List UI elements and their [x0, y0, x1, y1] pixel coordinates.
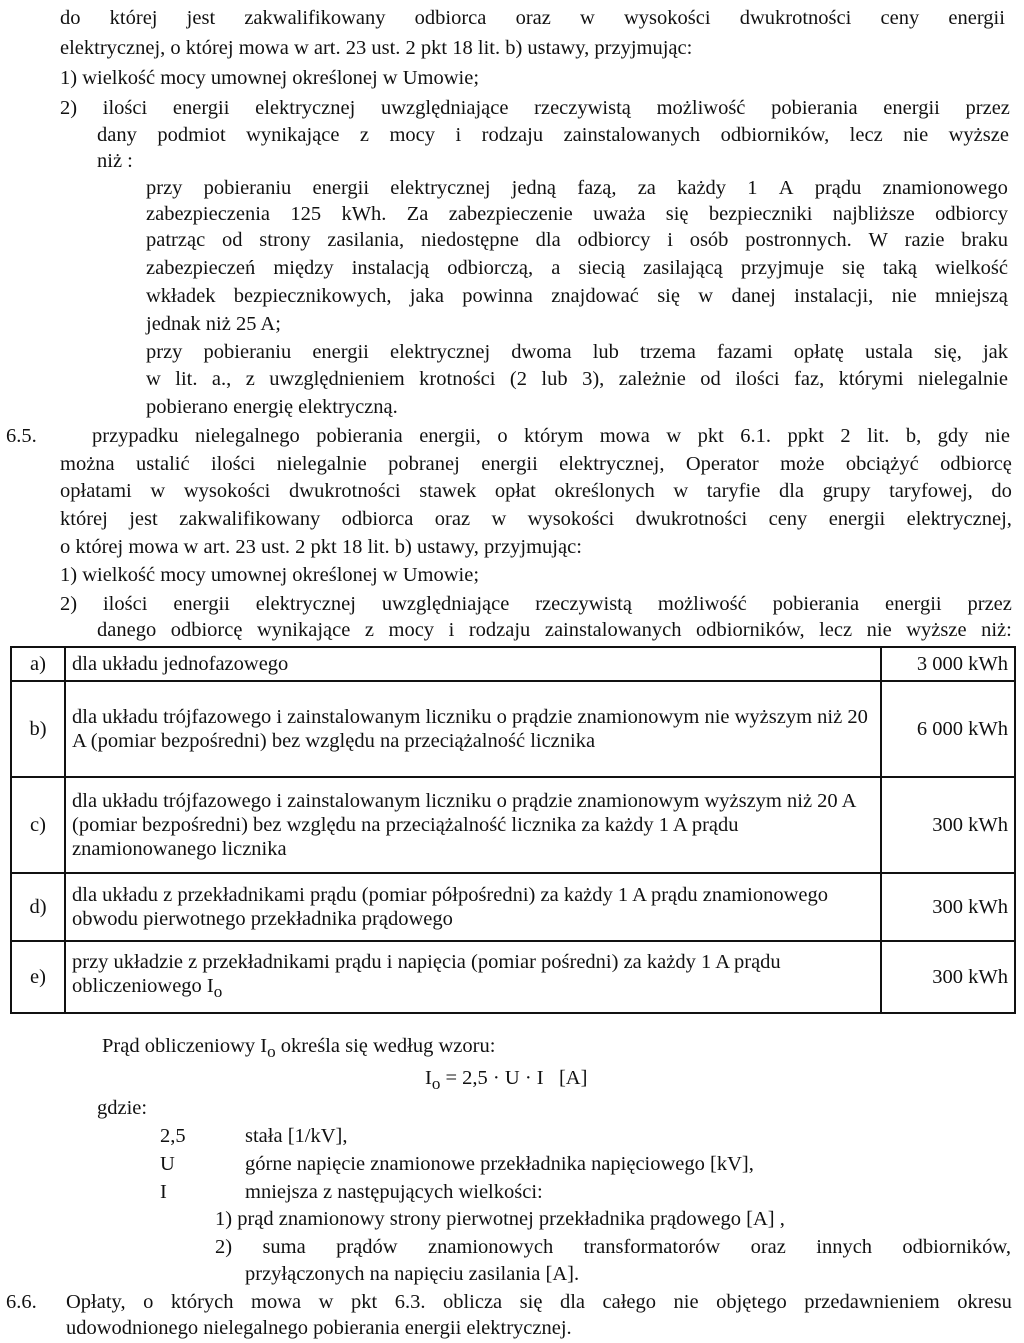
text-line: przy pobieraniu energii elektrycznej dwoma lub trzema fazami opłatę ustala się, jak [146, 341, 1008, 363]
where-label: gdzie: [97, 1097, 148, 1119]
text-line: pobierano energię elektryczną. [146, 396, 398, 418]
row-description: dla układu trójfazowego i zainstalowanym liczniku o prądzie znamionowym wyższym niż 20 A (pomiar bezpośredni) bez względu na przeciążalność licznika za każdy 1 A prądu znamionowanego licznika [65, 777, 881, 873]
list-item: 1) wielkość mocy umownej określonej w Umowie; [60, 564, 480, 586]
def-text: mniejsza z następujących wielkości: [245, 1181, 543, 1203]
text-line: zabezpieczeń między instalacją odbiorczą, a siecią zasilającą przyjmuje się taką wielkość [146, 257, 1008, 279]
row-description: przy układzie z przekładnikami prądu i napięcia (pomiar pośredni) za każdy 1 A prądu obliczeniowego $I_o$ [65, 941, 881, 1013]
text-line: można ustalić ilości nielegalnie pobranej energii elektrycznej, Operator może obciążyć odbiorcę [60, 453, 1012, 475]
row-label: d) [11, 873, 65, 941]
limits-table [10, 646, 1016, 1014]
text-line: o której mowa w art. 23 ust. 2 pkt 18 lit. b) ustawy, przyjmując: [60, 536, 582, 558]
text-line: elektrycznej, o której mowa w art. 23 ust. 2 pkt 18 lit. b) ustawy, przyjmując: [60, 37, 693, 59]
table-row [11, 647, 1015, 681]
text-line: przypadku nielegalnego pobierania energii, o którym mowa w pkt 6.1. ppkt 2 lit. b, gdy nie [92, 425, 1010, 447]
text-line: jednak niż 25 A; [146, 313, 281, 335]
section-number: 6.6. [6, 1291, 37, 1313]
row-description: dla układu jednofazowego [65, 647, 881, 681]
list-item: 1) prąd znamionowy strony pierwotnej przekładnika prądowego [A] , [215, 1208, 785, 1230]
text-line: w lit. a., z uwzględnieniem krotności (2 lub 3), zależnie od ilości faz, którymi nielegalnie [146, 368, 1008, 390]
text-line: patrząc od strony zasilania, niedostępne dla odbiorcy i osób postronnych. W razie braku [146, 229, 1008, 251]
row-value: 6 000 kWh [881, 681, 1015, 777]
text-line: dany podmiot wynikające z mocy i rodzaju zainstalowanych odbiorników, lecz nie wyższe [97, 124, 1009, 146]
text-line: danego odbiorcę wynikające z mocy i rodzaju zainstalowanych odbiorników, lecz nie wyższe niż: [97, 619, 1012, 641]
text-line: przy pobieraniu energii elektrycznej jedną fazą, za każdy 1 A prądu znamionowego [146, 177, 1008, 199]
table-row [11, 681, 1015, 777]
row-description: dla układu z przekładnikami prądu (pomiar półpośredni) za każdy 1 A prądu znamionowego obwodu pierwotnego przekładnika prądowego [65, 873, 881, 941]
text-line: wkładek bezpiecznikowych, jaka powinna znajdować się w danej instalacji, nie mniejszą [146, 285, 1008, 307]
list-item: 2) ilości energii elektrycznej uwzględniające rzeczywistą możliwość pobierania energii przez [60, 593, 1012, 615]
list-item: 2) ilości energii elektrycznej uwzględniające rzeczywistą możliwość pobierania energii przez [60, 97, 1010, 119]
list-item: 1) wielkość mocy umownej określonej w Umowie; [60, 67, 480, 89]
list-item: 2) suma prądów znamionowych transformatorów oraz innych odbiorników, [215, 1236, 1011, 1258]
text-line: której jest zakwalifikowany odbiorca oraz w wysokości dwukrotności ceny energii elektrycznej, [60, 508, 1012, 530]
row-label: b) [11, 681, 65, 777]
row-value: 300 kWh [881, 777, 1015, 873]
row-label: e) [11, 941, 65, 1013]
section-number: 6.5. [6, 425, 37, 447]
table-row [11, 777, 1015, 873]
def-text: stała [1/kV], [245, 1125, 348, 1147]
table-row [11, 873, 1015, 941]
row-value: 300 kWh [881, 873, 1015, 941]
row-value: 300 kWh [881, 941, 1015, 1013]
formula: $I_o = 2,5 \cdot U \cdot I$ [A] [425, 1067, 588, 1094]
table-row [11, 941, 1015, 1013]
row-value: 3 000 kWh [881, 647, 1015, 681]
text-line: opłatami w wysokości dwukrotności stawek opłat określonych w taryfie dla grupy taryfowej, do [60, 480, 1012, 502]
def-text: górne napięcie znamionowe przekładnika napięciowego [kV], [245, 1153, 754, 1175]
text-line: niż : [97, 150, 133, 172]
text-line: udowodnionego nielegalnego pobierania energii elektrycznej. [66, 1317, 572, 1339]
text-line: Opłaty, o których mowa w pkt 6.3. oblicza się dla całego nie objętego przedawnieniem okresu [66, 1291, 1012, 1313]
row-label: a) [11, 647, 65, 681]
text-line: do której jest zakwalifikowany odbiorca oraz w wysokości dwukrotności ceny energii [60, 7, 1005, 29]
def-symbol: 2,5 [160, 1125, 186, 1147]
formula-intro: Prąd obliczeniowy $I_o$ określa się według wzoru: [102, 1035, 496, 1062]
row-description: dla układu trójfazowego i zainstalowanym liczniku o prądzie znamionowym nie wyższym niż 20 A (pomiar bezpośredni) bez względu na przeciążalność licznika [65, 681, 881, 777]
def-symbol: U [160, 1153, 175, 1175]
row-label: c) [11, 777, 65, 873]
text-line: przyłączonych na napięciu zasilania [A]. [245, 1263, 580, 1285]
text-line: zabezpieczenia 125 kWh. Za zabezpieczenie uważa się bezpieczniki najbliższe odbiorcy [146, 203, 1008, 225]
def-symbol: I [160, 1181, 167, 1203]
